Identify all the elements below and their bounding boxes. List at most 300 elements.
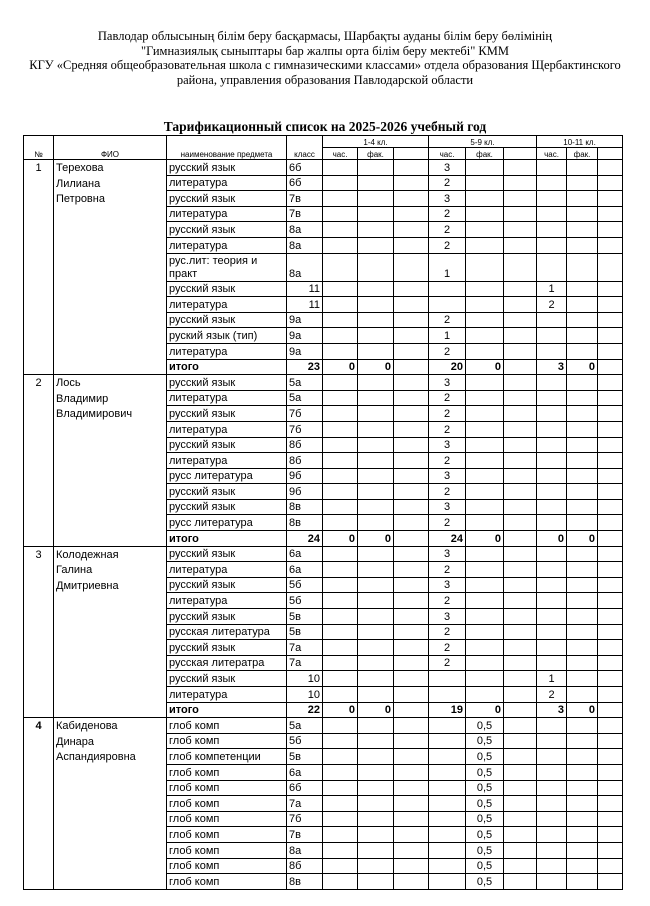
table-row [24,827,623,843]
cell-f2: 0,5 [466,858,504,874]
cell-num [24,733,54,749]
cell-h3 [537,191,567,207]
cell-h2: 2 [429,343,466,359]
cell-f2 [466,562,504,578]
table-row [24,858,623,874]
table-row [24,640,623,656]
cell-h2: 3 [429,437,466,453]
table-row [24,328,623,344]
cell-spacer [504,406,537,422]
cell-f2 [466,160,504,176]
cell-h1 [323,687,358,703]
cell-subject: русский язык [167,577,287,593]
cell-h3 [537,733,567,749]
cell-spacer [598,453,623,469]
cell-f2 [466,671,504,687]
cell-h3 [537,375,567,391]
cell-subject: русский язык [167,640,287,656]
cell-spacer [504,175,537,191]
cell-f1 [358,874,394,890]
cell-spacer [598,359,623,375]
cell-f2 [466,375,504,391]
cell-f1 [358,390,394,406]
cell-class: 24 [287,531,323,547]
cell-h1 [323,640,358,656]
cell-h1 [323,874,358,890]
cell-f3 [567,749,598,765]
cell-h2 [429,874,466,890]
table-header-row-groups [24,136,623,148]
cell-f3 [567,175,598,191]
cell-f2 [466,437,504,453]
cell-spacer [504,253,537,281]
cell-h1 [323,253,358,281]
cell-f1 [358,827,394,843]
cell-f1 [358,328,394,344]
cell-num [24,764,54,780]
cell-f2 [466,297,504,313]
cell-subject: глоб компетенции [167,749,287,765]
cell-fio [54,453,167,469]
cell-subject: русский язык [167,546,287,562]
cell-spacer [598,312,623,328]
cell-f2 [466,343,504,359]
cell-spacer [504,312,537,328]
cell-h2: 2 [429,484,466,500]
cell-h3 [537,764,567,780]
cell-f2: 0,5 [466,842,504,858]
cell-h3 [537,827,567,843]
cell-spacer [394,375,429,391]
cell-spacer [598,437,623,453]
cell-h2 [429,858,466,874]
cell-spacer [598,206,623,222]
cell-h1 [323,484,358,500]
cell-spacer [394,671,429,687]
cell-class: 6а [287,546,323,562]
cell-fio [54,237,167,253]
cell-spacer [598,858,623,874]
header-hours-1: час. [323,148,358,160]
cell-f1 [358,764,394,780]
cell-f3 [567,253,598,281]
cell-h1 [323,593,358,609]
cell-spacer [598,546,623,562]
cell-spacer [504,484,537,500]
cell-f3 [567,206,598,222]
cell-h2: 2 [429,206,466,222]
cell-h2 [429,811,466,827]
cell-f3 [567,237,598,253]
table-row [24,206,623,222]
cell-class: 11 [287,281,323,297]
cell-subject: глоб комп [167,842,287,858]
cell-f3 [567,343,598,359]
cell-h2 [429,671,466,687]
cell-h1 [323,160,358,176]
cell-spacer [504,191,537,207]
table-total-row [24,359,623,375]
cell-spacer [504,624,537,640]
cell-spacer [598,749,623,765]
cell-class: 8в [287,874,323,890]
header-fact-1: фак. [358,148,394,160]
cell-class: 11 [287,297,323,313]
cell-num [24,253,54,281]
cell-subject: литература [167,343,287,359]
cell-subject: литература [167,562,287,578]
cell-f3 [567,687,598,703]
cell-f1 [358,624,394,640]
cell-subject: глоб комп [167,796,287,812]
cell-f2 [466,453,504,469]
cell-f2 [466,640,504,656]
cell-num [24,484,54,500]
cell-f2: 0,5 [466,764,504,780]
cell-num [24,468,54,484]
table-row [24,593,623,609]
cell-class: 8а [287,237,323,253]
cell-num [24,312,54,328]
cell-class: 9а [287,328,323,344]
cell-h1 [323,842,358,858]
cell-f1 [358,609,394,625]
cell-num [24,874,54,890]
cell-f2 [466,328,504,344]
cell-spacer [504,499,537,515]
cell-subject: литература [167,593,287,609]
cell-f1 [358,453,394,469]
cell-class: 5в [287,749,323,765]
cell-spacer [598,842,623,858]
cell-fio [54,702,167,718]
cell-h3 [537,253,567,281]
cell-h3 [537,453,567,469]
cell-h3 [537,421,567,437]
cell-h1 [323,827,358,843]
cell-class: 6б [287,780,323,796]
cell-f2: 0 [466,702,504,718]
header-line-4: района, управления образования Павлодарской области [176,72,474,87]
cell-spacer [504,421,537,437]
cell-h1 [323,375,358,391]
header-line-2: "Гимназиялық сыныптары бар жалпы орта білім беру мектебі" КММ [141,43,509,58]
cell-class: 7а [287,640,323,656]
cell-num [24,175,54,191]
cell-spacer [394,718,429,734]
cell-h1 [323,562,358,578]
cell-num [24,749,54,765]
cell-h3 [537,175,567,191]
cell-f3 [567,562,598,578]
cell-spacer [504,453,537,469]
cell-fio [54,764,167,780]
cell-num [24,499,54,515]
cell-h1 [323,468,358,484]
cell-h3 [537,593,567,609]
cell-spacer [394,191,429,207]
cell-f1 [358,297,394,313]
cell-subject: глоб комп [167,874,287,890]
cell-subject: русский язык [167,671,287,687]
cell-class: 8а [287,842,323,858]
cell-class: 22 [287,702,323,718]
cell-spacer [504,640,537,656]
cell-spacer [394,237,429,253]
cell-spacer [504,297,537,313]
cell-f1 [358,160,394,176]
cell-subject: литература [167,175,287,191]
cell-f1 [358,593,394,609]
cell-h3 [537,160,567,176]
cell-h2 [429,796,466,812]
cell-num [24,206,54,222]
cell-spacer [394,297,429,313]
cell-spacer [394,811,429,827]
table-row [24,874,623,890]
cell-class: 6а [287,562,323,578]
cell-h1 [323,655,358,671]
cell-h3 [537,718,567,734]
cell-fio: Динара [54,733,167,749]
cell-h1 [323,406,358,422]
cell-subject: литература [167,297,287,313]
cell-spacer [504,328,537,344]
cell-class: 7б [287,811,323,827]
cell-class: 5а [287,390,323,406]
cell-h3 [537,484,567,500]
cell-f1 [358,191,394,207]
cell-spacer [394,780,429,796]
cell-spacer [598,655,623,671]
cell-h1 [323,191,358,207]
cell-class: 7в [287,191,323,207]
cell-f3 [567,640,598,656]
header-grade-10-11: 10-11 кл. [537,136,623,148]
cell-h3 [537,343,567,359]
cell-f3 [567,484,598,500]
cell-f3 [567,874,598,890]
cell-fio [54,222,167,238]
cell-spacer [598,874,623,890]
cell-spacer [598,468,623,484]
cell-num [24,343,54,359]
cell-spacer [504,780,537,796]
cell-f1 [358,546,394,562]
cell-spacer [504,160,537,176]
cell-spacer [598,764,623,780]
cell-subject: русский язык [167,437,287,453]
cell-h2: 1 [429,328,466,344]
cell-subject: русс литература [167,515,287,531]
cell-class: 10 [287,671,323,687]
cell-fio: Галина [54,562,167,578]
cell-h1: 0 [323,531,358,547]
cell-h1 [323,858,358,874]
cell-h1: 0 [323,702,358,718]
cell-num [24,687,54,703]
cell-class: 9б [287,468,323,484]
cell-spacer [504,577,537,593]
cell-f1: 0 [358,531,394,547]
cell-num [24,222,54,238]
cell-h3 [537,874,567,890]
table-header-row-columns [24,148,623,160]
cell-h3 [537,468,567,484]
cell-spacer [394,702,429,718]
cell-f2 [466,390,504,406]
cell-f3 [567,406,598,422]
header-fact-3: фак. [567,148,598,160]
cell-subject: глоб комп [167,764,287,780]
cell-h2 [429,780,466,796]
cell-spacer [598,562,623,578]
cell-class: 10 [287,687,323,703]
cell-fio: Петровна [54,191,167,207]
cell-h2 [429,687,466,703]
cell-subject: русский язык [167,191,287,207]
cell-f1 [358,562,394,578]
cell-h1 [323,328,358,344]
cell-subject: руский язык (тип) [167,328,287,344]
cell-subject: глоб комп [167,811,287,827]
cell-h3 [537,577,567,593]
cell-spacer [598,421,623,437]
cell-spacer [504,749,537,765]
cell-f1 [358,253,394,281]
cell-f2 [466,655,504,671]
cell-f2 [466,253,504,281]
cell-spacer [504,593,537,609]
cell-spacer [394,593,429,609]
cell-spacer [394,827,429,843]
cell-num [24,359,54,375]
table-row [24,453,623,469]
cell-h3 [537,312,567,328]
cell-h2 [429,764,466,780]
cell-fio [54,811,167,827]
cell-spacer [394,624,429,640]
cell-h2: 19 [429,702,466,718]
cell-subject: русский язык [167,484,287,500]
cell-h1 [323,811,358,827]
cell-f2: 0,5 [466,718,504,734]
cell-f3: 0 [567,531,598,547]
cell-subject: литература [167,453,287,469]
cell-f3 [567,858,598,874]
cell-h3 [537,858,567,874]
cell-f1 [358,749,394,765]
table-row [24,624,623,640]
cell-f1 [358,811,394,827]
cell-subject: русская литератра [167,655,287,671]
cell-f2: 0 [466,359,504,375]
cell-class: 5в [287,609,323,625]
cell-num [24,671,54,687]
cell-spacer [598,222,623,238]
cell-f3 [567,437,598,453]
cell-fio [54,484,167,500]
table-row [24,375,623,391]
cell-f2 [466,593,504,609]
cell-h1 [323,749,358,765]
header-fact-2: фак. [466,148,504,160]
table-row [24,297,623,313]
cell-class: 6а [287,764,323,780]
cell-num [24,297,54,313]
cell-h2: 2 [429,175,466,191]
cell-h2 [429,733,466,749]
cell-spacer [394,437,429,453]
table-row [24,421,623,437]
cell-subject: русский язык [167,222,287,238]
cell-h3 [537,499,567,515]
table-row [24,499,623,515]
table-row [24,237,623,253]
cell-h3: 2 [537,297,567,313]
cell-subject: русский язык [167,375,287,391]
cell-subject: русский язык [167,281,287,297]
tarification-table [23,135,623,890]
cell-f2 [466,577,504,593]
cell-spacer [598,375,623,391]
cell-f2 [466,191,504,207]
cell-spacer [394,312,429,328]
cell-class: 5в [287,624,323,640]
cell-f1 [358,437,394,453]
table-row [24,175,623,191]
cell-f3 [567,546,598,562]
cell-fio [54,312,167,328]
cell-class: 5б [287,733,323,749]
cell-h1 [323,237,358,253]
cell-spacer [598,780,623,796]
cell-subject: итого [167,359,287,375]
cell-num [24,858,54,874]
cell-h1 [323,281,358,297]
cell-spacer [394,546,429,562]
cell-spacer [504,515,537,531]
cell-class: 8а [287,222,323,238]
cell-h1 [323,222,358,238]
cell-num [24,437,54,453]
cell-f3 [567,468,598,484]
cell-h2: 2 [429,312,466,328]
cell-class: 7в [287,206,323,222]
cell-spacer [504,222,537,238]
cell-spacer [598,281,623,297]
cell-spacer [504,702,537,718]
cell-h1 [323,437,358,453]
cell-class: 5б [287,577,323,593]
cell-num [24,562,54,578]
cell-h2: 3 [429,160,466,176]
cell-subject: глоб комп [167,733,287,749]
cell-spacer [394,160,429,176]
cell-spacer [598,390,623,406]
cell-spacer [394,531,429,547]
cell-f3 [567,671,598,687]
cell-h3 [537,222,567,238]
cell-spacer [504,655,537,671]
cell-num [24,780,54,796]
cell-f2 [466,237,504,253]
table-row [24,796,623,812]
cell-h3 [537,811,567,827]
cell-h2 [429,842,466,858]
cell-fio [54,499,167,515]
cell-h3 [537,328,567,344]
